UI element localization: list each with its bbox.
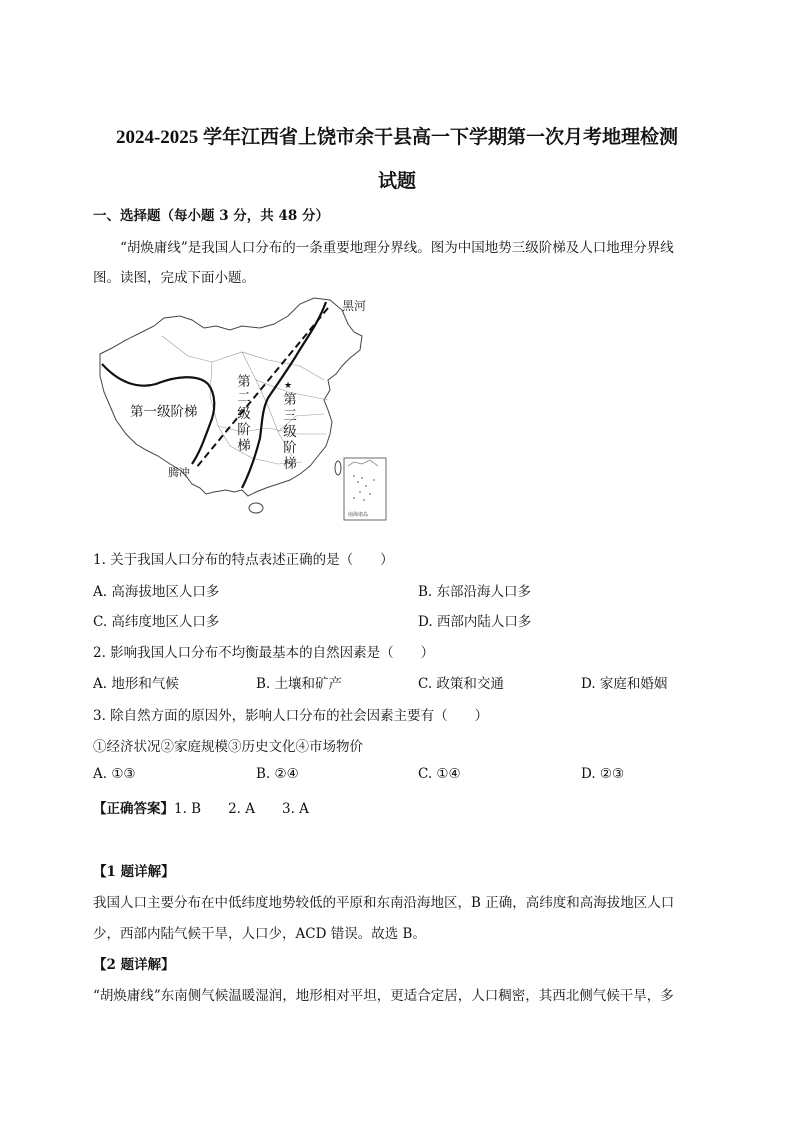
document-title-line2: 试题 [377, 171, 416, 192]
document-title-line1: 2024-2025 学年江西省上饶市余干县高一下学期第一次月考地理检测 [115, 127, 679, 148]
q3-stem: 3. 除自然方面的原因外，影响人口分布的社会因素主要有（ ） [93, 708, 489, 724]
detail1-line1: 我国人口主要分布在中低纬度地势较低的平原和东南沿海地区，B 正确，高纬度和高海拔地区人口 [93, 895, 675, 911]
china-terrain-map [92, 296, 392, 524]
q1-option-c[interactable]: C. 高纬度地区人口多 [93, 614, 220, 630]
answer-text: 1. B 2. A 3. A [174, 801, 309, 817]
label-tengchong: 腾冲 [168, 466, 190, 479]
intro-line1: “胡焕庸线”是我国人口分布的一条重要地理分界线。图为中国地势三级阶梯及人口地理分界线 [120, 240, 674, 256]
detail2-line1: “胡焕庸线”东南侧气候温暖湿润，地形相对平坦，更适合定居，人口稠密，其西北侧气候干旱，多 [93, 988, 674, 1004]
section-heading: 一、选择题（每小题 3 分，共 48 分） [93, 208, 329, 224]
q1-option-a[interactable]: A. 高海拔地区人口多 [93, 584, 220, 600]
svg-text:梯: 梯 [237, 438, 251, 454]
svg-text:三: 三 [283, 408, 297, 424]
q1-option-b[interactable]: B. 东部沿海人口多 [418, 584, 532, 600]
answer-label: 【正确答案】 [93, 801, 174, 817]
label-step1: 第一级阶梯 [130, 404, 198, 420]
svg-text:阶: 阶 [237, 422, 251, 438]
svg-text:梯: 梯 [283, 456, 297, 472]
q2-option-c[interactable]: C. 政策和交通 [418, 676, 504, 692]
hainan-island [249, 503, 263, 513]
q3-option-b[interactable]: B. ②④ [256, 766, 299, 782]
label-step3 [283, 392, 297, 472]
q2-option-b[interactable]: B. 土壤和矿产 [256, 676, 343, 692]
taiwan-island [335, 461, 341, 475]
q3-option-d[interactable]: D. ②③ [581, 766, 625, 782]
svg-text:第: 第 [237, 374, 251, 390]
answer-row [93, 797, 309, 817]
detail2-heading: 【2 题详解】 [93, 957, 175, 973]
q2-stem: 2. 影响我国人口分布不均衡最基本的自然因素是（ ） [93, 645, 435, 661]
q3-factors: ①经济状况②家庭规模③历史文化④市场物价 [93, 739, 363, 755]
detail1-line2: 少，西部内陆气候干旱，人口少，ACD 错误。故选 B。 [93, 926, 426, 942]
svg-text:二: 二 [237, 390, 251, 406]
q1-option-d[interactable]: D. 西部内陆人口多 [418, 614, 532, 630]
china-outline [100, 298, 362, 496]
label-heihe: 黑河 [342, 299, 367, 313]
q2-option-d[interactable]: D. 家庭和婚姻 [581, 676, 668, 692]
label-inset: 南海诸岛 [348, 512, 369, 518]
q1-stem: 1. 关于我国人口分布的特点表述正确的是（ ） [93, 552, 394, 568]
q3-option-a[interactable]: A. ①③ [93, 766, 136, 782]
q3-option-c[interactable]: C. ①④ [418, 766, 461, 782]
label-step2 [237, 374, 251, 454]
capital-star-icon: ★ [283, 381, 293, 391]
svg-text:级: 级 [237, 406, 251, 422]
svg-text:级: 级 [283, 424, 297, 440]
q2-option-a[interactable]: A. 地形和气候 [93, 676, 179, 692]
intro-line2: 图。读图，完成下面小题。 [93, 270, 255, 286]
svg-text:第: 第 [283, 392, 297, 408]
detail1-heading: 【1 题详解】 [93, 864, 175, 880]
svg-text:阶: 阶 [283, 440, 297, 456]
south-china-sea-inset [344, 458, 386, 520]
